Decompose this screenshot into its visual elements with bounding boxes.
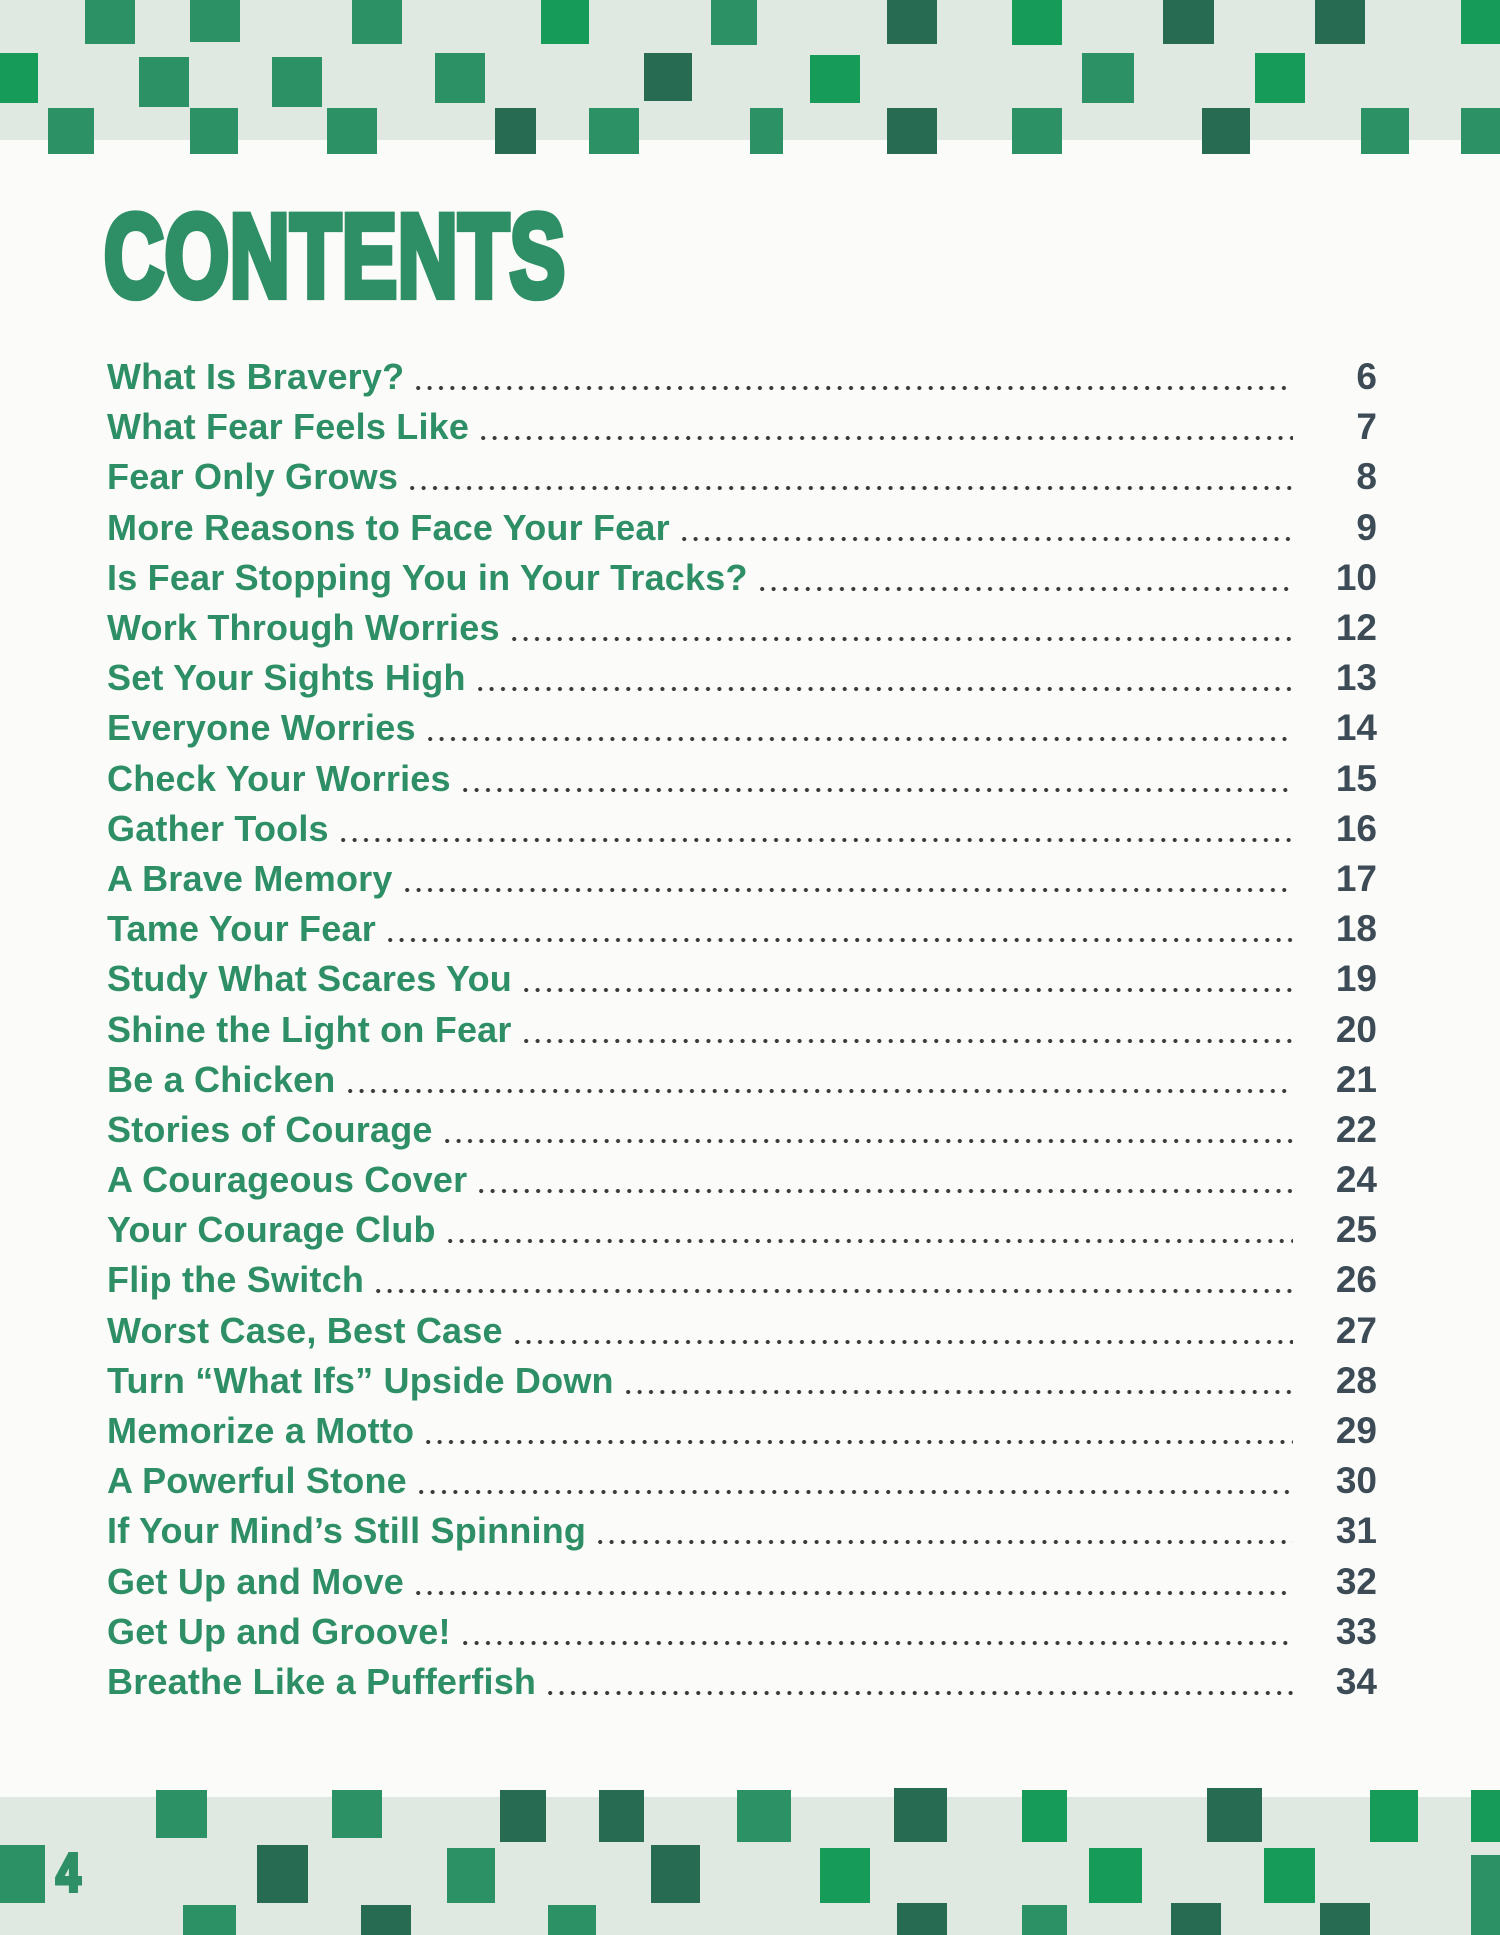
- toc-leader-dots: [478, 686, 1293, 692]
- toc-entry-title: What Is Bravery?: [107, 356, 405, 398]
- decor-square: [750, 108, 783, 154]
- toc-leader-dots: [626, 1389, 1293, 1395]
- toc-leader-dots: [419, 1489, 1293, 1495]
- decor-square: [1012, 0, 1062, 45]
- toc-page-number: 30: [1335, 1460, 1377, 1502]
- decor-square: [651, 1845, 700, 1903]
- decor-square: [541, 0, 589, 44]
- toc-row: [107, 452, 1377, 502]
- decor-square: [1315, 0, 1365, 44]
- decor-square: [1471, 1905, 1500, 1935]
- toc-row: [107, 754, 1377, 804]
- decor-square: [361, 1905, 411, 1935]
- toc-entry-title: Turn “What Ifs” Upside Down: [107, 1359, 614, 1401]
- decor-square: [1461, 0, 1500, 44]
- toc-entry-title: Check Your Worries: [107, 757, 451, 799]
- toc-leader-dots: [341, 837, 1293, 843]
- decor-square: [820, 1848, 870, 1903]
- toc-entry-title: Tame Your Fear: [107, 908, 376, 950]
- toc-row: [107, 352, 1377, 402]
- decor-square: [1361, 108, 1409, 154]
- toc-entry-title: Stories of Courage: [107, 1108, 433, 1150]
- toc-page-number: 26: [1335, 1259, 1377, 1301]
- folio-page-number: 4: [56, 1843, 81, 1903]
- toc-page-number: 29: [1335, 1410, 1377, 1452]
- toc-entry-title: A Powerful Stone: [107, 1460, 407, 1502]
- toc-leader-dots: [463, 787, 1293, 793]
- toc-entry-title: Gather Tools: [107, 807, 329, 849]
- decor-square: [897, 1903, 947, 1935]
- decor-square: [644, 53, 692, 101]
- decor-square: [500, 1790, 546, 1842]
- toc-page-number: 27: [1335, 1309, 1377, 1351]
- decor-square: [156, 1790, 207, 1838]
- decor-square: [894, 1788, 947, 1842]
- toc-page-number: 18: [1335, 908, 1377, 950]
- toc-row: [107, 1155, 1377, 1205]
- toc-entry-title: Memorize a Motto: [107, 1410, 415, 1452]
- toc-row: [107, 854, 1377, 904]
- decor-square: [1089, 1848, 1142, 1903]
- toc-page-number: 31: [1335, 1510, 1377, 1552]
- decor-square: [1320, 1903, 1370, 1935]
- decor-square: [1163, 0, 1214, 44]
- toc-entry-title: Breathe Like a Pufferfish: [107, 1660, 537, 1702]
- toc-page-number: 24: [1335, 1159, 1377, 1201]
- toc-row: [107, 1557, 1377, 1607]
- decor-square: [1461, 108, 1500, 154]
- toc-row: [107, 1506, 1377, 1556]
- toc-leader-dots: [515, 1339, 1293, 1345]
- decor-square: [548, 1905, 596, 1935]
- toc-page-number: 6: [1356, 356, 1377, 398]
- decor-square: [1207, 1788, 1262, 1842]
- toc-leader-dots: [405, 887, 1293, 893]
- toc-entry-title: Get Up and Groove!: [107, 1610, 451, 1652]
- toc-leader-dots: [481, 435, 1293, 441]
- decor-square: [589, 108, 639, 154]
- toc-page-number: 13: [1335, 657, 1377, 699]
- decor-square: [48, 108, 94, 154]
- toc-entry-title: Work Through Worries: [107, 607, 500, 649]
- toc-leader-dots: [388, 937, 1293, 943]
- decor-square: [190, 0, 240, 42]
- toc-leader-dots: [416, 385, 1293, 391]
- toc-page-number: 10: [1335, 556, 1377, 598]
- toc-leader-dots: [479, 1188, 1293, 1194]
- toc-leader-dots: [548, 1690, 1293, 1696]
- decor-square: [0, 1845, 45, 1903]
- toc-entry-title: Your Courage Club: [107, 1209, 436, 1251]
- toc-row: [107, 1055, 1377, 1105]
- toc-entry-title: A Courageous Cover: [107, 1159, 468, 1201]
- toc-row: [107, 1255, 1377, 1305]
- decor-square: [1264, 1848, 1315, 1903]
- toc-row: [107, 553, 1377, 603]
- decor-square: [352, 0, 402, 44]
- toc-leader-dots: [463, 1640, 1293, 1646]
- toc-row: [107, 1607, 1377, 1657]
- toc-row: [107, 653, 1377, 703]
- toc: [107, 352, 1377, 1707]
- decor-square: [1370, 1790, 1418, 1842]
- toc-leader-dots: [426, 1439, 1293, 1445]
- toc-page-number: 14: [1335, 707, 1377, 749]
- decor-square: [447, 1848, 495, 1903]
- toc-leader-dots: [524, 1038, 1293, 1044]
- toc-page-number: 9: [1356, 506, 1377, 548]
- toc-row: [107, 1306, 1377, 1356]
- toc-entry-title: If Your Mind’s Still Spinning: [107, 1510, 587, 1552]
- toc-row: [107, 402, 1377, 452]
- toc-leader-dots: [598, 1539, 1293, 1545]
- toc-entry-title: Fear Only Grows: [107, 456, 399, 498]
- toc-page-number: 34: [1335, 1660, 1377, 1702]
- toc-page-number: 32: [1335, 1560, 1377, 1602]
- decor-square: [599, 1790, 644, 1842]
- toc-leader-dots: [682, 536, 1293, 542]
- decor-square: [435, 53, 485, 103]
- toc-entry-title: Set Your Sights High: [107, 657, 466, 699]
- toc-leader-dots: [445, 1138, 1293, 1144]
- toc-leader-dots: [348, 1088, 1294, 1094]
- toc-row: [107, 954, 1377, 1004]
- toc-leader-dots: [376, 1288, 1293, 1294]
- decor-square: [737, 1790, 791, 1842]
- decor-square: [332, 1790, 382, 1838]
- toc-page-number: 16: [1335, 807, 1377, 849]
- toc-page-number: 12: [1335, 607, 1377, 649]
- decor-square: [327, 108, 377, 154]
- toc-row: [107, 1105, 1377, 1155]
- toc-row: [107, 1004, 1377, 1054]
- decor-square: [810, 55, 860, 103]
- decor-square: [1202, 108, 1250, 154]
- decor-square: [190, 108, 238, 154]
- toc-entry-title: Shine the Light on Fear: [107, 1008, 512, 1050]
- toc-leader-dots: [416, 1590, 1293, 1596]
- toc-entry-title: More Reasons to Face Your Fear: [107, 506, 670, 548]
- toc-leader-dots: [760, 586, 1293, 592]
- decor-square: [1171, 1903, 1221, 1935]
- toc-leader-dots: [524, 987, 1293, 993]
- toc-entry-title: Worst Case, Best Case: [107, 1309, 503, 1351]
- decor-square: [495, 108, 536, 154]
- decor-square: [887, 0, 937, 44]
- decor-square: [1255, 53, 1305, 103]
- toc-entry-title: Flip the Switch: [107, 1259, 365, 1301]
- toc-page-number: 21: [1335, 1058, 1377, 1100]
- decor-square: [85, 0, 135, 44]
- decor-square: [1022, 1905, 1067, 1935]
- toc-leader-dots: [512, 636, 1293, 642]
- toc-entry-title: Be a Chicken: [107, 1058, 336, 1100]
- page-title: CONTENTS: [104, 190, 566, 322]
- toc-page-number: 25: [1335, 1209, 1377, 1251]
- decor-square: [139, 57, 189, 107]
- decor-square: [887, 108, 937, 154]
- toc-entry-title: What Fear Feels Like: [107, 406, 470, 448]
- toc-row: [107, 1205, 1377, 1255]
- toc-row: [107, 603, 1377, 653]
- decor-square: [1022, 1790, 1067, 1842]
- toc-row: [107, 804, 1377, 854]
- toc-row: [107, 1456, 1377, 1506]
- decor-square: [1012, 108, 1062, 154]
- decor-square: [257, 1845, 308, 1903]
- toc-entry-title: Is Fear Stopping You in Your Tracks?: [107, 556, 748, 598]
- decor-square: [711, 0, 757, 45]
- toc-entry-title: A Brave Memory: [107, 857, 393, 899]
- toc-page-number: 22: [1335, 1108, 1377, 1150]
- toc-leader-dots: [410, 485, 1293, 491]
- toc-row: [107, 904, 1377, 954]
- decor-square: [1471, 1790, 1500, 1842]
- toc-row: [107, 703, 1377, 753]
- toc-page-number: 20: [1335, 1008, 1377, 1050]
- decor-square: [1471, 1855, 1500, 1910]
- decor-square: [183, 1905, 236, 1935]
- toc-entry-title: Get Up and Move: [107, 1560, 405, 1602]
- toc-page-number: 15: [1335, 757, 1377, 799]
- toc-leader-dots: [428, 736, 1293, 742]
- toc-page-number: 33: [1335, 1610, 1377, 1652]
- toc-page-number: 17: [1335, 857, 1377, 899]
- toc-page-number: 28: [1335, 1359, 1377, 1401]
- toc-row: [107, 1356, 1377, 1406]
- decor-square: [1082, 53, 1134, 103]
- decor-square: [0, 53, 38, 103]
- toc-row: [107, 503, 1377, 553]
- toc-leader-dots: [448, 1238, 1293, 1244]
- toc-row: [107, 1406, 1377, 1456]
- toc-entry-title: Study What Scares You: [107, 958, 512, 1000]
- toc-page-number: 8: [1356, 456, 1377, 498]
- toc-page-number: 19: [1335, 958, 1377, 1000]
- toc-page-number: 7: [1356, 406, 1377, 448]
- toc-row: [107, 1657, 1377, 1707]
- toc-entry-title: Everyone Worries: [107, 707, 416, 749]
- decor-square: [272, 57, 322, 107]
